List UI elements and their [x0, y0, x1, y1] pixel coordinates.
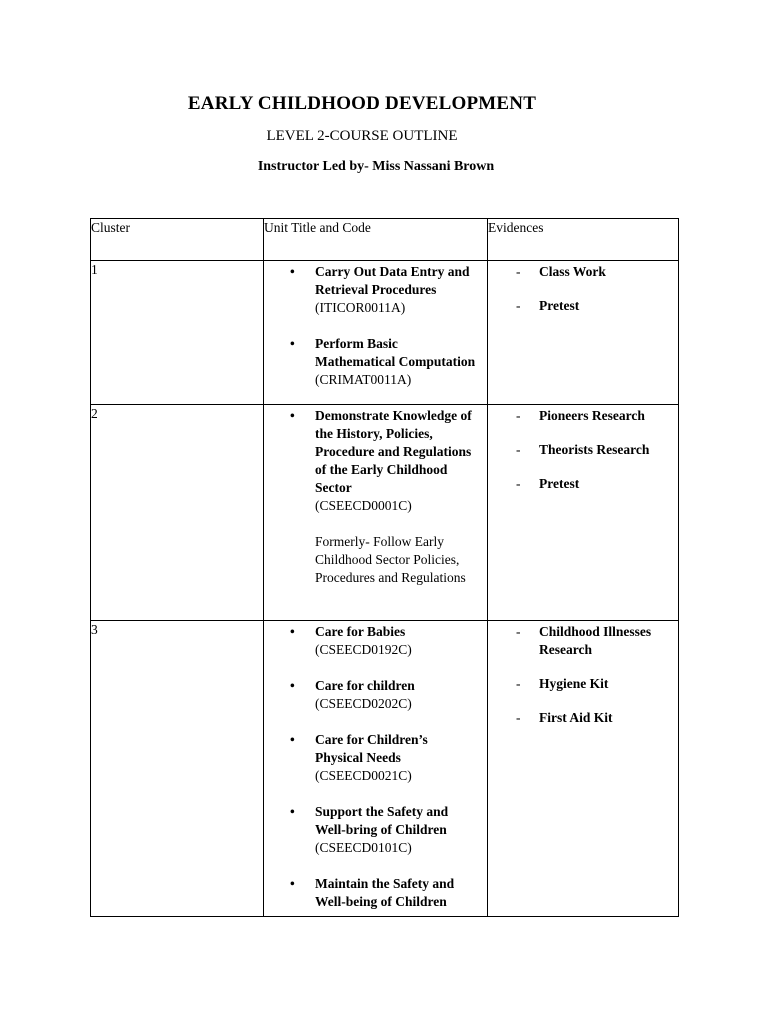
unit-code: (CSEECD0021C): [315, 768, 412, 783]
unit-title: Maintain the Safety and Well-being of Children: [315, 876, 455, 909]
dash-icon: -: [516, 264, 521, 279]
evidence-cell: [488, 621, 679, 917]
evidence-item: [488, 675, 672, 693]
course-outline-table: [90, 218, 679, 917]
bullet-icon: •: [290, 408, 295, 423]
unit-title: Perform Basic Mathematical Computation: [315, 336, 476, 369]
column-header-evidences: Evidences: [488, 219, 679, 261]
cluster-number: 3: [91, 621, 264, 917]
dash-icon: -: [516, 676, 521, 691]
evidence-item: [488, 441, 672, 459]
unit-cell: [264, 621, 488, 917]
unit-item: [264, 407, 479, 515]
cluster-number: 1: [91, 261, 264, 405]
unit-title: Demonstrate Knowledge of the History, Policies, Procedure and Regulations of the Early Childhood Sector: [315, 408, 472, 495]
bullet-icon: •: [290, 264, 295, 279]
evidence-item: [488, 623, 672, 659]
bullet-icon: •: [290, 678, 295, 693]
unit-code: (ITICOR0011A): [315, 300, 406, 315]
unit-title: Care for Children’s Physical Needs: [315, 732, 428, 765]
unit-title: Support the Safety and Well-bring of Children: [315, 804, 449, 837]
evidence-cell: [488, 405, 679, 621]
table-row: [91, 261, 679, 405]
cluster-number: 2: [91, 405, 264, 621]
unit-item: [264, 731, 479, 785]
unit-title: Care for Babies: [315, 624, 406, 639]
bullet-icon: •: [290, 336, 295, 351]
unit-code: (CRIMAT0011A): [315, 372, 412, 387]
unit-title: Carry Out Data Entry and Retrieval Procedures: [315, 264, 470, 297]
unit-item: [264, 677, 479, 713]
unit-item: [264, 335, 479, 389]
table-header-row: [91, 219, 679, 261]
unit-code: (CSEECD0001C): [315, 498, 412, 513]
instructor-line: Instructor Led by- Miss Nassani Brown: [257, 159, 495, 174]
evidence-item: [488, 263, 672, 281]
evidence-label: Class Work: [539, 264, 606, 279]
dash-icon: -: [516, 624, 521, 639]
evidence-label: Hygiene Kit: [539, 676, 609, 691]
dash-icon: -: [516, 442, 521, 457]
evidence-item: [488, 407, 672, 425]
evidence-cell: [488, 261, 679, 405]
dash-icon: -: [516, 476, 521, 491]
dash-icon: -: [516, 710, 521, 725]
column-header-cluster: Cluster: [91, 219, 264, 261]
evidence-item: [488, 475, 672, 493]
evidence-item: [488, 709, 672, 727]
bullet-icon: •: [290, 624, 295, 639]
unit-former-title-note: Formerly- Follow Early Childhood Sector Policies, Procedures and Regulations: [315, 534, 466, 585]
dash-icon: -: [516, 298, 521, 313]
unit-item: [264, 803, 479, 857]
evidence-label: Pretest: [539, 476, 580, 491]
bullet-icon: •: [290, 876, 295, 891]
bullet-icon: •: [290, 804, 295, 819]
evidence-item: [488, 297, 672, 315]
unit-code: (CSEECD0101C): [315, 840, 412, 855]
unit-cell: [264, 405, 488, 621]
unit-item: [264, 623, 479, 659]
evidence-label: Childhood Illnesses Research: [539, 624, 652, 657]
dash-icon: -: [516, 408, 521, 423]
unit-item: [264, 263, 479, 317]
evidence-label: Theorists Research: [539, 442, 650, 457]
evidence-label: Pretest: [539, 298, 580, 313]
table-row: [91, 405, 679, 621]
column-header-unit-title: Unit Title and Code: [264, 219, 488, 261]
evidence-label: First Aid Kit: [539, 710, 613, 725]
document-title: EARLY CHILDHOOD DEVELOPMENT: [187, 93, 537, 114]
bullet-icon: •: [290, 732, 295, 747]
unit-code: (CSEECD0192C): [315, 642, 412, 657]
unit-code: (CSEECD0202C): [315, 696, 412, 711]
table-row: [91, 621, 679, 917]
unit-title: Care for children: [315, 678, 415, 693]
evidence-label: Pioneers Research: [539, 408, 645, 423]
unit-item: [264, 875, 479, 911]
unit-cell: [264, 261, 488, 405]
document-subtitle: LEVEL 2-COURSE OUTLINE: [266, 128, 458, 144]
